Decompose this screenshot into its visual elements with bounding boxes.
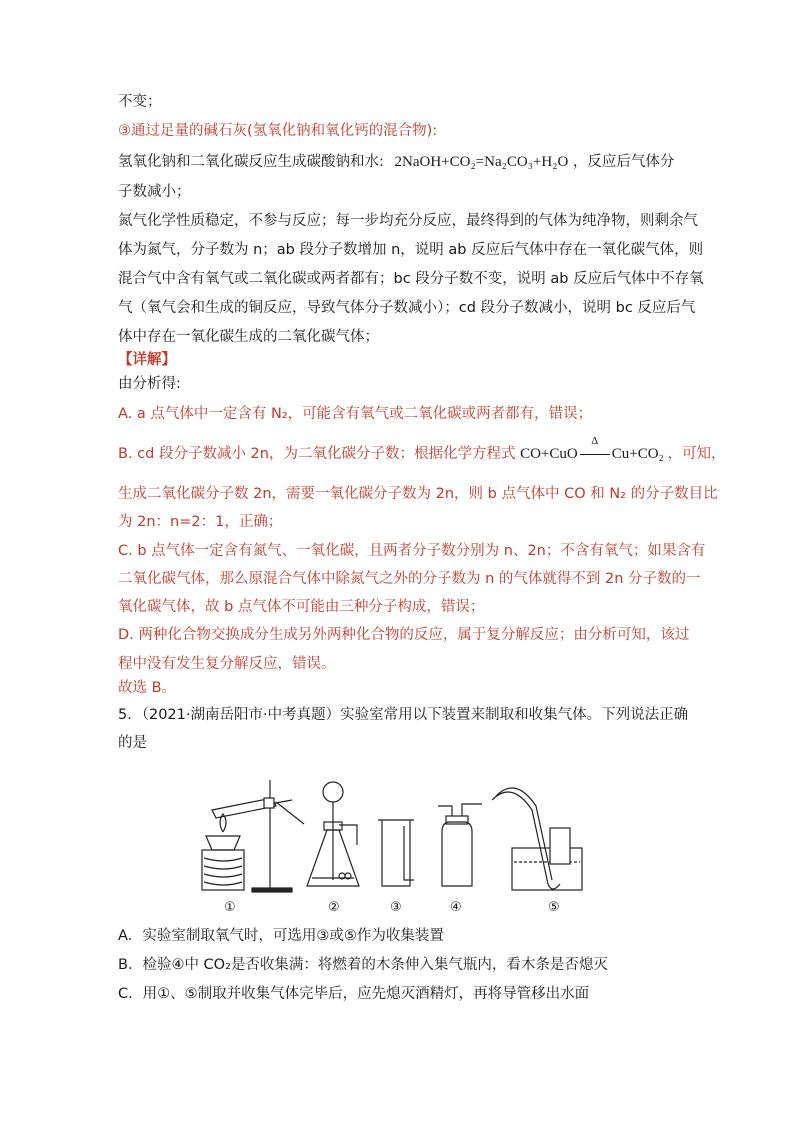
question-stem: 的是 [118,735,147,751]
apparatus-figure [192,770,612,920]
question-stem: 5．（2021·湖南岳阳市·中考真题）实验室常用以下装置来制取和收集气体。下列说法正确 [118,707,689,723]
apparatus-5-trough [492,788,582,890]
equation-reactants: CO+CuO [520,446,578,462]
figure-label: ① [224,900,236,915]
figure-label: ③ [390,900,402,915]
apparatus-3-bottle [378,820,414,886]
figure-label: ② [328,900,340,915]
text-line-highlight: ③通过足量的碱石灰(氢氧化钠和氧化钙的混合物): [118,123,438,139]
text-line: 程中没有发生复分解反应，错误。 [118,656,336,672]
apparatus-4-bottle [438,804,482,886]
text-line: 为 2n：n=2：1，正确； [118,514,283,530]
text-segment: ，可知， [667,446,726,462]
option-a-analysis: A. a 点气体中一定含有 N₂，可能含有氧气或二氧化碳或两者都有，错误； [118,406,593,422]
option-c: C．用①、⑤制取并收集气体完毕后，应先熄灭酒精灯，再将导管移出水面 [118,986,590,1002]
delta-symbol: Δ [591,435,599,447]
text-line: 子数减小； [118,184,191,200]
text-line: 由分析得: [118,376,181,392]
option-b: B．检验④中 CO₂是否收集满：将燃着的木条伸入集气瓶内，看木条是否熄灭 [118,957,608,973]
text-line: 氮气化学性质稳定，不参与反应；每一步均充分反应，最终得到的气体为纯净物，则剩余气 [118,213,698,229]
text-line: 生成二氧化碳分子数 2n，需要一氧化碳分子数为 2n，则 b 点气体中 CO 和 N₂ 的分子数目比 [118,486,718,502]
chemical-equation [520,435,667,462]
apparatus-1-heating [202,780,304,892]
equation-products: Cu+CO₂ [611,446,664,462]
figure-label: ⑤ [548,900,560,915]
text-line: 不变； [118,94,162,110]
option-a: A．实验室制取氧气时，可选用③或⑤作为收集装置 [118,928,444,944]
option-b-analysis [118,435,726,464]
section-heading: 【详解】 [118,352,176,368]
heating-arrow [578,435,612,464]
option-c-analysis: C. b 点气体一定含有氮气、一氧化碳，且两者分子数分别为 n、2n；不含有氧气；如果含有 [118,543,706,559]
text-line: 体中存在一氧化碳生成的二氧化碳气体； [118,329,379,345]
option-d-analysis: D. 两种化合物交换成分生成另外两种化合物的反应，属于复分解反应；由分析可知，该过 [118,627,690,643]
answer-line: 故选 B。 [118,680,177,696]
text-segment: ，反应后气体分 [572,154,675,170]
chemical-equation: 2NaOH+CO₂=Na₂CO₃+H₂O [394,154,569,170]
text-segment: B. cd 段分子数减小 2n，为二氧化碳分子数；根据化学方程式 [118,446,516,462]
text-line: 体为氮气，分子数为 n；ab 段分子数增加 n，说明 ab 反应后气体中存在一氧化碳气体，则 [118,242,704,258]
text-line [118,152,674,172]
text-line: 氧化碳气体，故 b 点气体不可能由三种分子构成，错误； [118,599,485,615]
text-line: 气（氧气会和生成的铜反应，导致气体分子数减小）；cd 段分子数减小，说明 bc 反应后气 [118,300,696,316]
figure-label: ④ [450,900,462,915]
text-line: 二氧化碳气体，那么原混合气体中除氮气之外的分子数为 n 的气体就得不到 2n 分子数的一 [118,571,701,587]
lab-apparatus-drawing [192,770,612,920]
apparatus-2-flask [307,782,359,886]
text-segment: 氢氧化钠和二氧化碳反应生成碳酸钠和水: [118,154,384,170]
text-line: 混合气中含有氧气或二氧化碳或两者都有；bc 段分子数不变，说明 ab 反应后气体中不存氧 [118,271,704,287]
